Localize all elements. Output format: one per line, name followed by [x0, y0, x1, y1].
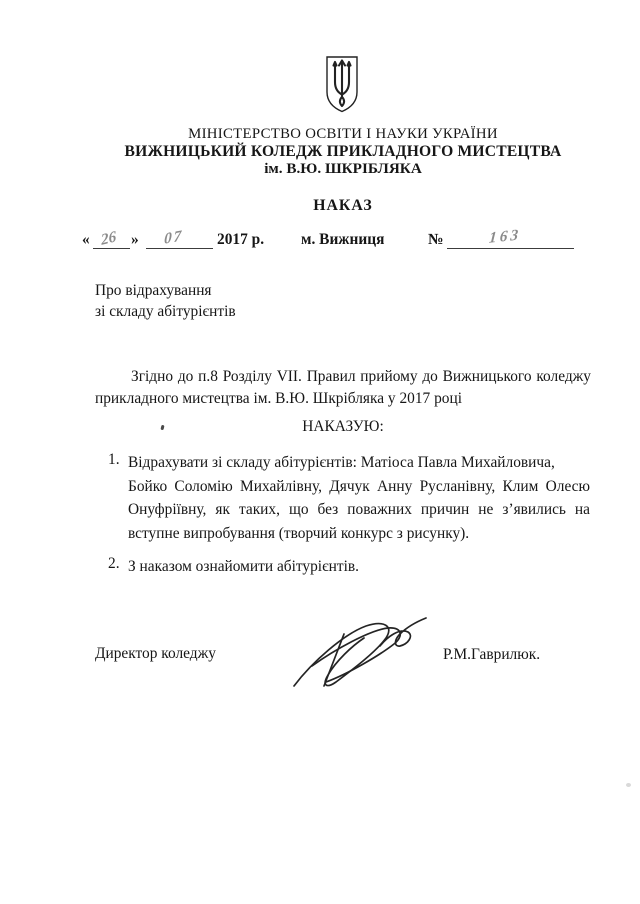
- document-title: НАКАЗ: [313, 197, 373, 214]
- item-2-text: [128, 555, 590, 579]
- handwritten-month: 07: [163, 227, 184, 248]
- item-1-line-2: Бойко Соломію Михайлівну, Дячук Анну Русланівну, Клим Олесю: [128, 477, 590, 495]
- day-blank-line: [93, 228, 130, 249]
- subject-block: [95, 281, 236, 322]
- item-1-line-4: вступне випробування (творчий конкурс з рисунку).: [128, 524, 470, 542]
- handwritten-signature: [282, 602, 436, 700]
- scan-speck: [626, 783, 631, 787]
- item-1-line-3: Онуфріївну, як таких, що без поважних причин не з’явились на: [128, 501, 590, 518]
- item-2-number: 2.: [108, 555, 120, 572]
- month-blank-line: [146, 227, 213, 249]
- quote-close: »: [131, 231, 139, 248]
- subject-line-2: зі складу абітурієнтів: [95, 302, 236, 320]
- item-1-line-1: Відрахувати зі складу абітурієнтів: Матіоса Павла Михайловича,: [128, 454, 555, 471]
- quote-open: «: [82, 231, 90, 248]
- item-1-text: [128, 451, 590, 545]
- preamble-paragraph: [95, 366, 591, 409]
- resolution-word: НАКАЗУЮ:: [302, 418, 384, 435]
- subject-line-1: Про відрахування: [95, 282, 212, 299]
- preamble-line-2: прикладного мистецтва ім. В.Ю. Шкрібляка у 2017 році: [95, 389, 462, 407]
- handwritten-day: 26: [100, 228, 118, 249]
- number-sign-label: №: [428, 231, 444, 248]
- ministry-name: МІНІСТЕРСТВО ОСВІТИ І НАУКИ УКРАЇНИ: [188, 126, 498, 142]
- item-1-number: 1.: [108, 451, 120, 468]
- college-name: ВИЖНИЦЬКИЙ КОЛЕДЖ ПРИКЛАДНОГО МИСТЕЦТВА: [124, 143, 562, 160]
- number-blank-line: [447, 226, 574, 249]
- signatory-position: Директор коледжу: [95, 645, 216, 662]
- handwritten-order-number: 163: [488, 226, 522, 247]
- signatory-name: Р.М.Гаврилюк.: [443, 646, 541, 663]
- ukraine-trident-emblem-icon: [325, 56, 359, 113]
- college-named-after: ім. В.Ю. ШКРІБЛЯКА: [264, 160, 422, 177]
- item-2-line-1: З наказом ознайомити абітурієнтів.: [128, 558, 360, 575]
- city-label: м. Вижниця: [301, 231, 385, 248]
- year-label: 2017 р.: [217, 231, 265, 248]
- preamble-line-1: Згідно до п.8 Розділу VII. Правил прийому до Вижницького коледжу: [131, 368, 591, 385]
